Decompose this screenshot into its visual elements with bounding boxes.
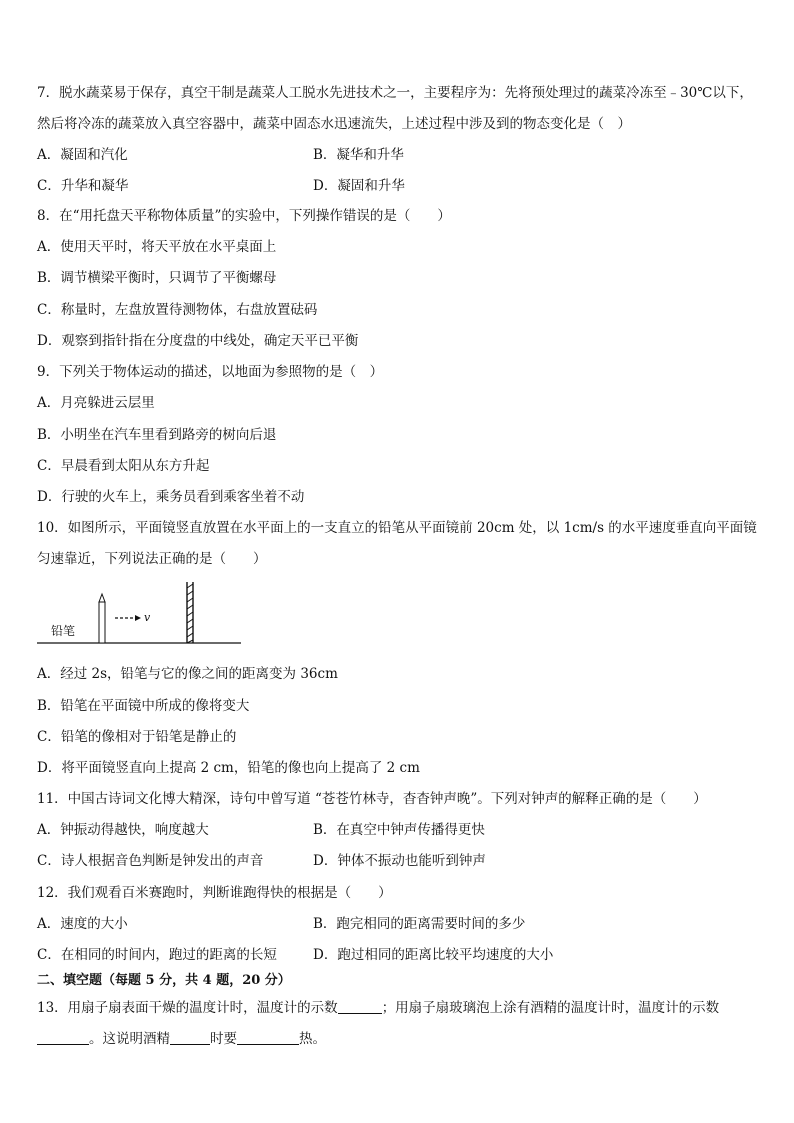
q9-option-b: B．小明坐在汽车里看到路旁的树向后退 <box>37 427 277 443</box>
mirror-icon <box>187 582 193 643</box>
q13-text-2: ；用扇子扇玻璃泡上涂有酒精的温度计时，温度计的示数 <box>381 1000 720 1016</box>
q10-stem-line1: 10．如图所示，平面镜竖直放置在水平面上的一支直立的铅笔从平面镜前 20cm 处，以 1cm/s 的水平速度垂直向平面镜 <box>37 520 757 536</box>
q9-option-d: D．行驶的火车上，乘务员看到乘客坐着不动 <box>37 489 305 505</box>
q13-blank-4[interactable] <box>237 1030 299 1045</box>
q10-option-c: C．铅笔的像相对于铅笔是静止的 <box>37 729 237 745</box>
q10-option-d: D．将平面镜竖直向上提高 2 cm，铅笔的像也向上提高了 2 cm <box>37 760 420 776</box>
q13-line2 <box>37 1030 326 1048</box>
q13-blank-2[interactable] <box>37 1030 89 1045</box>
q12-option-b: B．跑完相同的距离需要时间的多少 <box>313 916 526 932</box>
q8-stem: 8．在“用托盘天平称物体质量”的实验中，下列操作错误的是（ ） <box>37 208 451 224</box>
q13-blank-1[interactable] <box>338 999 382 1014</box>
q11-option-d: D．钟体不振动也能听到钟声 <box>313 853 486 869</box>
pencil-label: 铅笔 <box>51 624 76 638</box>
q9-option-a: A．月亮躲进云层里 <box>37 395 155 411</box>
q8-option-a: A．使用天平时，将天平放在水平桌面上 <box>37 239 277 255</box>
section-heading-fill-blank: 二、填空题（每题 5 分，共 4 题，20 分） <box>37 973 291 988</box>
q10-stem-line2: 匀速靠近，下列说法正确的是（ ） <box>37 551 267 567</box>
q13-line1 <box>37 999 719 1017</box>
q13-blank-3[interactable] <box>170 1030 210 1045</box>
q13-text-4: 时要 <box>210 1031 237 1047</box>
q8-option-d: D．观察到指针指在分度盘的中线处，确定天平已平衡 <box>37 333 359 349</box>
q13-text-5: 热。 <box>299 1031 326 1047</box>
q13-text-1: 13．用扇子扇表面干燥的温度计时，温度计的示数 <box>37 1000 338 1016</box>
q11-stem: 11．中国古诗词文化博大精深，诗句中曾写道 “苍苍竹林寺，杳杳钟声晚”。下列对钟声的解释正确的是（ ） <box>37 791 707 807</box>
q11-option-c: C．诗人根据音色判断是钟发出的声音 <box>37 853 264 869</box>
pencil-icon <box>99 594 105 643</box>
q13-text-3: 。这说明酒精 <box>89 1031 170 1047</box>
velocity-label: v <box>144 611 151 624</box>
q7-option-c: C．升华和凝华 <box>37 178 129 194</box>
q7-option-d: D．凝固和升华 <box>313 178 405 194</box>
q12-option-a: A．速度的大小 <box>37 916 128 932</box>
velocity-arrow-icon <box>115 615 141 621</box>
q8-option-b: B．调节横梁平衡时，只调节了平衡螺母 <box>37 270 277 286</box>
q11-option-b: B．在真空中钟声传播得更快 <box>313 822 485 838</box>
q12-option-d: D．跑过相同的距离比较平均速度的大小 <box>313 947 554 963</box>
q12-stem: 12．我们观看百米赛跑时，判断谁跑得快的根据是（ ） <box>37 885 392 901</box>
q11-option-a: A．钟振动得越快，响度越大 <box>37 822 209 838</box>
q7-option-b: B．凝华和升华 <box>313 147 404 163</box>
q7-option-a: A．凝固和汽化 <box>37 147 128 163</box>
q10-option-b: B．铅笔在平面镜中所成的像将变大 <box>37 698 250 714</box>
q12-option-c: C．在相同的时间内，跑过的距离的长短 <box>37 947 277 963</box>
q9-option-c: C．早晨看到太阳从东方升起 <box>37 458 210 474</box>
q7-stem-line1: 7．脱水蔬菜易于保存，真空干制是蔬菜人工脱水先进技术之一，主要程序为：先将预处理过的蔬菜冷冻至﹣30℃以下， <box>37 85 753 101</box>
pencil-mirror-figure <box>37 580 242 650</box>
q8-option-c: C．称量时，左盘放置待测物体，右盘放置砝码 <box>37 302 318 318</box>
q10-option-a: A．经过 2s，铅笔与它的像之间的距离变为 36cm <box>37 666 338 682</box>
q7-stem-line2: 然后将冷冻的蔬菜放入真空容器中，蔬菜中固态水迅速流失，上述过程中涉及到的物态变化是（ ） <box>37 116 631 132</box>
q9-stem: 9．下列关于物体运动的描述，以地面为参照物的是（ ） <box>37 364 384 380</box>
